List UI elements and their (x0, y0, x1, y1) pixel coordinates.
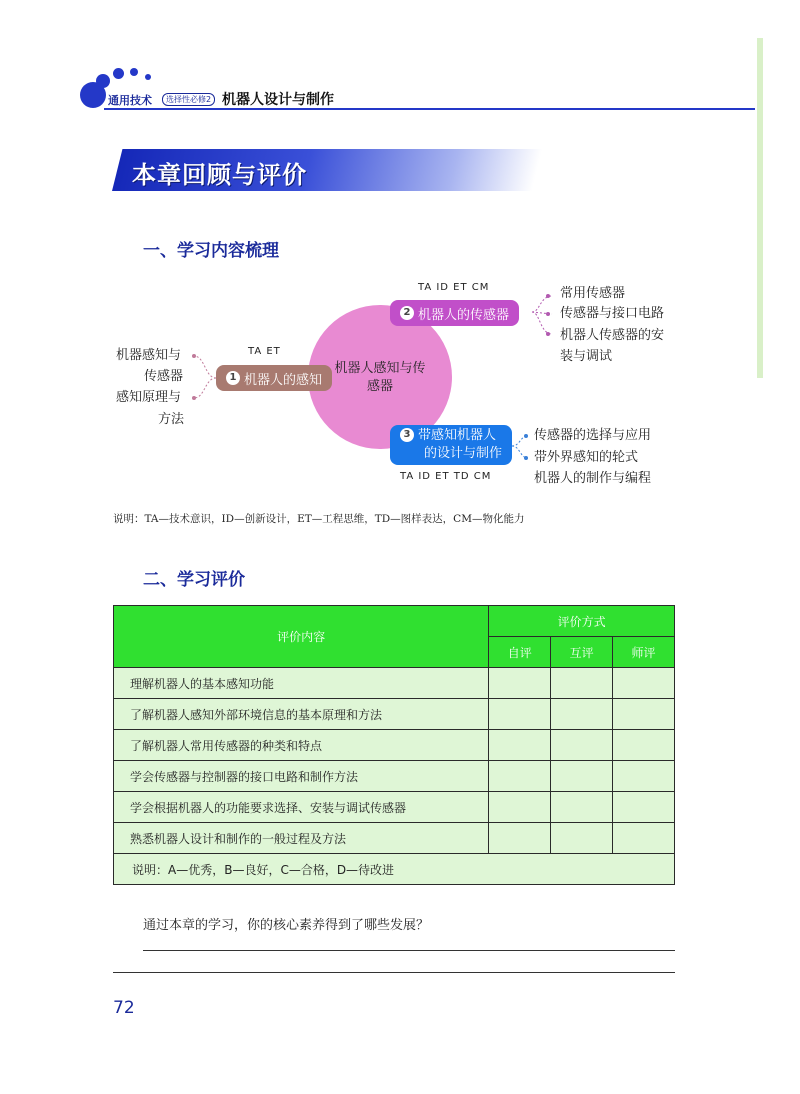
node2-leaf: 常用传感器 (560, 286, 626, 301)
table-cell[interactable] (551, 792, 613, 823)
mindmap-center-label: 机器人感知与传感器 (334, 361, 426, 394)
node-label-line: 带感知机器人 (418, 428, 497, 443)
connector-dot (546, 294, 550, 298)
node-label: 机器人的传感器 (418, 307, 510, 323)
table-cell[interactable] (551, 730, 613, 761)
node3-leaf: 机器人的制作与编程 (534, 471, 652, 486)
table-header-self: 自评 (489, 637, 551, 668)
table-cell[interactable] (551, 823, 613, 854)
reflection-question: 通过本章的学习，你的核心素养得到了哪些发展？ (143, 918, 430, 933)
table-row-text: 熟悉机器人设计和制作的一般过程及方法 (114, 823, 489, 854)
table-row (114, 761, 675, 792)
table-cell[interactable] (551, 761, 613, 792)
table-cell[interactable] (489, 792, 551, 823)
node2-leaf: 传感器与接口电路 (560, 306, 665, 321)
table-cell[interactable] (489, 699, 551, 730)
mindmap-node-sensors (390, 300, 519, 326)
table-cell[interactable] (613, 730, 675, 761)
table-cell[interactable] (613, 699, 675, 730)
section-title-learning-content: 一、学习内容梳理 (143, 241, 279, 261)
node3-tags: TA ID ET TD CM (400, 471, 492, 482)
node2-leaf: 装与调试 (560, 349, 613, 364)
mindmap-node-perception (216, 365, 332, 391)
table-row-text: 学会传感器与控制器的接口电路和制作方法 (114, 761, 489, 792)
table-cell[interactable] (489, 668, 551, 699)
table-row (114, 730, 675, 761)
table-row-text: 了解机器人感知外部环境信息的基本原理和方法 (114, 699, 489, 730)
node2-tags: TA ID ET CM (418, 282, 490, 293)
table-cell[interactable] (551, 699, 613, 730)
connector-dot (192, 396, 196, 400)
table-note: 说明：A—优秀，B—良好，C—合格，D—待改进 (114, 854, 675, 885)
node1-leaf: 机器感知与 (116, 348, 182, 363)
node3-leaf: 带外界感知的轮式 (534, 450, 639, 465)
node-number-badge: 2 (400, 306, 414, 320)
node1-tags: TA ET (248, 346, 281, 357)
table-row-text: 理解机器人的基本感知功能 (114, 668, 489, 699)
table-cell[interactable] (489, 823, 551, 854)
connector-dot (546, 332, 550, 336)
connector-line (532, 296, 552, 312)
node1-leaf: 传感器 (144, 369, 184, 384)
node3-leaf: 传感器的选择与应用 (534, 428, 652, 443)
table-cell[interactable] (613, 761, 675, 792)
connector-line (194, 356, 216, 378)
table-header-teacher: 师评 (613, 637, 675, 668)
evaluation-table (113, 605, 675, 885)
answer-line[interactable] (143, 950, 675, 951)
section-title-evaluation: 二、学习评价 (143, 570, 245, 590)
node-number-badge: 1 (226, 371, 240, 385)
table-cell[interactable] (489, 730, 551, 761)
mindmap-node-design-make (390, 425, 512, 465)
table-cell[interactable] (613, 668, 675, 699)
node-label-line: 的设计与制作 (424, 446, 503, 461)
chapter-review-title: 本章回顾与评价 (132, 161, 307, 189)
node2-leaf: 机器人传感器的安 (560, 328, 665, 343)
table-row (114, 668, 675, 699)
header-subtitle-badge: 选择性必修2 (162, 93, 215, 106)
abbreviation-note: 说明：TA—技术意识，ID—创新设计，ET—工程思维，TD—图样表达，CM—物化能力 (113, 513, 525, 525)
header-book-title: 机器人设计与制作 (222, 92, 334, 108)
node-number-badge: 3 (400, 428, 414, 442)
connector-dot (546, 312, 550, 316)
table-row (114, 792, 675, 823)
table-row-text: 了解机器人常用传感器的种类和特点 (114, 730, 489, 761)
node-label: 机器人的感知 (244, 372, 323, 388)
connector-dot (524, 434, 528, 438)
table-note-row (114, 854, 675, 885)
connector-line (194, 378, 216, 398)
table-cell[interactable] (489, 761, 551, 792)
page-number: 72 (113, 998, 135, 1018)
connector-dot (524, 456, 528, 460)
table-header-content: 评价内容 (114, 606, 489, 668)
table-header-method: 评价方式 (489, 606, 675, 637)
node-label (418, 427, 502, 463)
connector-dot (192, 354, 196, 358)
table-row (114, 823, 675, 854)
table-header-peer: 互评 (551, 637, 613, 668)
table-cell[interactable] (551, 668, 613, 699)
table-row (114, 699, 675, 730)
table-cell[interactable] (613, 792, 675, 823)
table-cell[interactable] (613, 823, 675, 854)
answer-line[interactable] (113, 972, 675, 973)
node1-leaf: 方法 (158, 412, 185, 427)
header-course: 通用技术 (108, 94, 152, 107)
node1-leaf: 感知原理与 (116, 390, 182, 405)
table-row-text: 学会根据机器人的功能要求选择、安装与调试传感器 (114, 792, 489, 823)
